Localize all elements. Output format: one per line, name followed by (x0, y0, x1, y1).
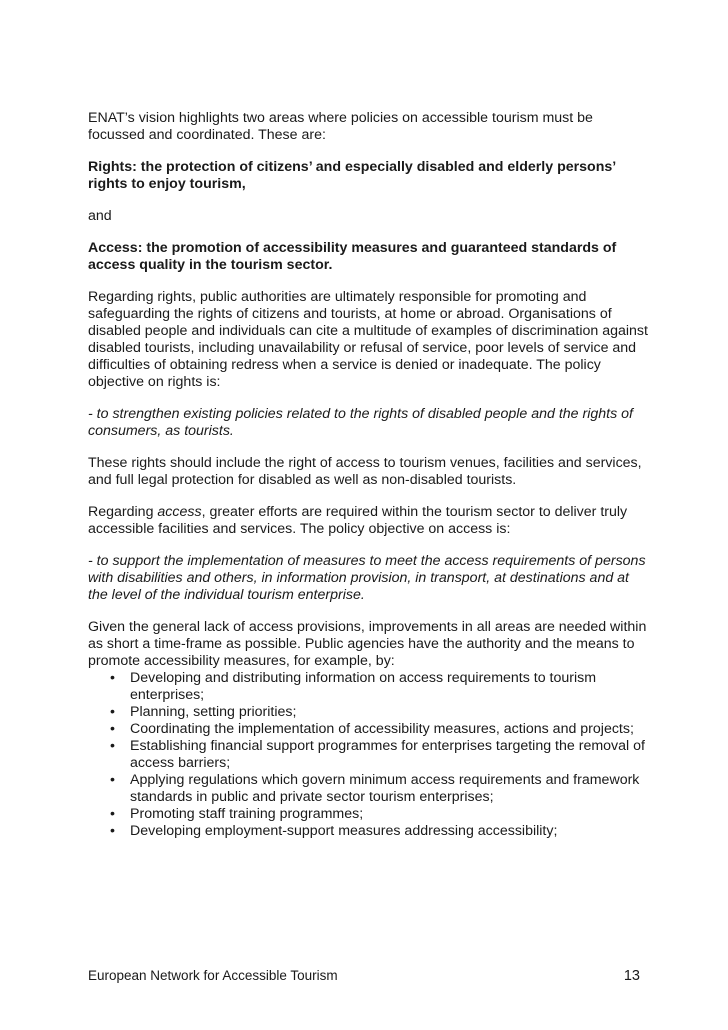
access-emphasis: access (157, 504, 202, 520)
bullet-icon: • (110, 823, 115, 839)
measures-list (88, 670, 648, 840)
access-statement: Access: the promotion of accessibility measures and guaranteed standards of access quality in the tourism sector. (88, 240, 617, 273)
rights-statement: Rights: the protection of citizens’ and especially disabled and elderly persons’ rights to enjoy tourism, (88, 159, 616, 192)
bullet-icon: • (110, 670, 115, 686)
bullet-icon: • (110, 721, 115, 737)
list-item-text: Coordinating the implementation of accessibility measures, actions and projects; (130, 721, 634, 737)
list-item (88, 738, 648, 772)
access-paragraph (88, 504, 648, 538)
conjunction-text: and (88, 208, 112, 224)
access-paragraph-start: Regarding (88, 504, 158, 520)
access-paragraph-end: , greater efforts are required within the tourism sector to deliver truly accessible facilities and services. The policy objective on access is: (88, 504, 628, 537)
list-item-text: Establishing financial support programmes for enterprises targeting the removal of access barriers; (130, 738, 645, 771)
rights-objective: - to strengthen existing policies related to the rights of disabled people and the rights of consumers, as tourists. (88, 406, 633, 439)
list-item-text: Developing employment-support measures addressing accessibility; (130, 823, 558, 839)
list-item-text: Developing and distributing information on access requirements to tourism enterprises; (130, 670, 597, 703)
bullet-icon: • (110, 772, 115, 788)
list-item-text: Planning, setting priorities; (130, 704, 297, 720)
list-item (88, 670, 648, 704)
page-content (88, 110, 648, 840)
measures-intro-paragraph: Given the general lack of access provisions, improvements in all areas are needed within as short a time-frame as possible. Public agencies have the authority and the means to promote accessibility measures, for example, by: (88, 619, 647, 669)
list-item (88, 806, 648, 823)
list-item (88, 772, 648, 806)
bullet-icon: • (110, 738, 115, 754)
rights-scope-paragraph: These rights should include the right of access to tourism venues, facilities and services, and full legal protection for disabled as well as non-disabled tourists. (88, 455, 642, 488)
rights-paragraph: Regarding rights, public authorities are ultimately responsible for promoting and safeguarding the rights of citizens and tourists, at home or abroad. Organisations of disabled people and individuals can cite a multitude of examples of discrimination against disabled tourists, including unavailability or refusal of service, poor levels of service and difficulties of obtaining redress when a service is denied or inadequate. The policy objective on rights is: (88, 289, 648, 390)
bullet-icon: • (110, 704, 115, 720)
access-objective: - to support the implementation of measures to meet the access requirements of persons with disabilities and others, in information provision, in transport, at destinations and at the level of the individual tourism enterprise. (88, 553, 646, 603)
list-item (88, 823, 648, 840)
bullet-icon: • (110, 806, 115, 822)
page-number: 13 (623, 968, 640, 984)
intro-paragraph: ENAT’s vision highlights two areas where policies on accessible tourism must be focussed and coordinated. These are: (88, 110, 593, 143)
footer-organisation: European Network for Accessible Tourism (88, 968, 338, 983)
list-item (88, 721, 648, 738)
list-item-text: Promoting staff training programmes; (130, 806, 364, 822)
list-item (88, 704, 648, 721)
list-item-text: Applying regulations which govern minimum access requirements and framework standards in public and private sector tourism enterprises; (130, 772, 640, 805)
